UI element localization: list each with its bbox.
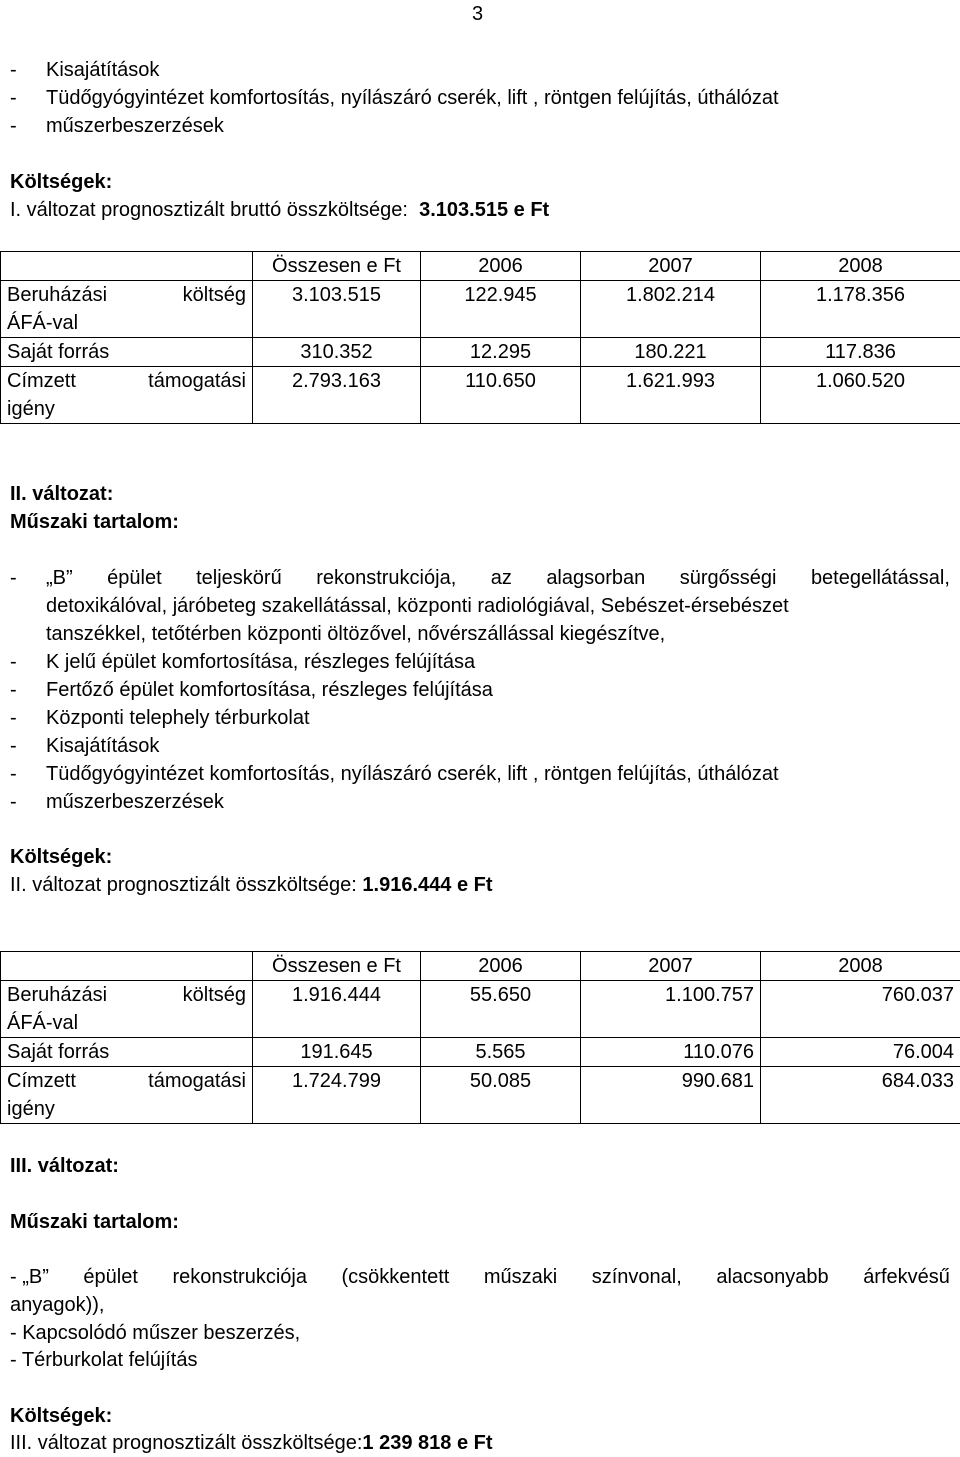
table-row	[1, 1067, 960, 1124]
cost-summary-label: II. változat prognosztizált összköltsége:	[10, 874, 357, 896]
cost-summary-value: 1 239 818 e Ft	[362, 1432, 492, 1454]
table-header-cell: 2007	[581, 252, 761, 281]
cost-summary	[10, 196, 549, 224]
table-row	[1, 281, 960, 338]
cost-summary	[10, 1429, 493, 1457]
table-cell: 2.793.163	[253, 367, 421, 424]
cost-summary-label: III. változat prognosztizált összköltsége:	[10, 1432, 362, 1454]
table-cell: 310.352	[253, 338, 421, 367]
section-heading: III. változat:	[10, 1152, 119, 1180]
table-cell: 760.037	[761, 981, 960, 1038]
cost-summary	[10, 871, 493, 899]
table-header-cell: 2007	[581, 952, 761, 981]
row-label: Saját forrás	[1, 338, 253, 367]
list-item: - „B” épület teljeskörű rekonstrukciója, az alagsorban sürgősségi betegellátással,	[10, 564, 950, 592]
table-row	[1, 367, 960, 424]
list-item-continuation: anyagok)),	[10, 1291, 105, 1319]
costs-heading: Költségek:	[10, 168, 112, 196]
list-item: - Kisajátítások	[10, 56, 159, 84]
list-item: - Térburkolat felújítás	[10, 1346, 198, 1374]
table-cell: 1.621.993	[581, 367, 761, 424]
table-header-row	[1, 252, 960, 281]
list-item: - Központi telephely térburkolat	[10, 704, 310, 732]
list-item: - „B” épület rekonstrukciója (csökkentett műszaki színvonal, alacsonyabb árfekvésű	[10, 1263, 950, 1291]
list-item: - Kisajátítások	[10, 732, 159, 760]
table-cell: 76.004	[761, 1038, 960, 1067]
table-header-cell: 2008	[761, 252, 960, 281]
table-cell: 1.060.520	[761, 367, 960, 424]
table-cell: 1.802.214	[581, 281, 761, 338]
table-header-cell: 2006	[421, 252, 581, 281]
table-header-cell	[1, 952, 253, 981]
section-heading: II. változat:	[10, 480, 113, 508]
list-item-continuation: detoxikálóval, járóbeteg szakellátással, központi radiológiával, Sebészet-érsebészet	[46, 592, 789, 620]
table-cell: 180.221	[581, 338, 761, 367]
table-cell: 3.103.515	[253, 281, 421, 338]
list-item: - Tüdőgyógyintézet komfortosítás, nyílászáró cserék, lift , röntgen felújítás, úthálózat	[10, 84, 779, 112]
table-cell: 50.085	[421, 1067, 581, 1124]
table-header-cell: 2008	[761, 952, 960, 981]
table-cell: 191.645	[253, 1038, 421, 1067]
row-label: Címzett támogatási igény	[1, 367, 253, 424]
table-row	[1, 981, 960, 1038]
table-cell: 110.650	[421, 367, 581, 424]
table-row	[1, 338, 960, 367]
section-subheading: Műszaki tartalom:	[10, 1208, 179, 1236]
table-cell: 55.650	[421, 981, 581, 1038]
section-subheading: Műszaki tartalom:	[10, 508, 179, 536]
list-item: - műszerbeszerzések	[10, 112, 224, 140]
row-label: Beruházási költség ÁFÁ-val	[1, 281, 253, 338]
table-cell: 1.724.799	[253, 1067, 421, 1124]
table-header-cell: Összesen e Ft	[253, 252, 421, 281]
table-cell: 1.100.757	[581, 981, 761, 1038]
list-item-continuation: tanszékkel, tetőtérben központi öltözővel, nővérszállással kiegészítve,	[46, 620, 665, 648]
cost-summary-label: I. változat prognosztizált bruttó összköltsége:	[10, 199, 408, 221]
table-cell: 684.033	[761, 1067, 960, 1124]
justified-line: „B” épület teljeskörű rekonstrukciója, az alagsorban sürgősségi betegellátással,	[46, 564, 950, 592]
row-label: Saját forrás	[1, 1038, 253, 1067]
table-cell: 110.076	[581, 1038, 761, 1067]
costs-heading: Költségek:	[10, 843, 112, 871]
table-cell: 1.916.444	[253, 981, 421, 1038]
cost-summary-value: 1.916.444 e Ft	[362, 874, 492, 896]
page-number: 3	[472, 0, 483, 28]
table-header-cell: 2006	[421, 952, 581, 981]
costs-heading: Költségek:	[10, 1402, 112, 1430]
table-cell: 5.565	[421, 1038, 581, 1067]
table-cell: 117.836	[761, 338, 960, 367]
table-row	[1, 1038, 960, 1067]
list-item: - K jelű épület komfortosítása, részleges felújítása	[10, 648, 475, 676]
cost-table-2	[0, 951, 960, 1124]
table-header-row	[1, 952, 960, 981]
table-cell: 122.945	[421, 281, 581, 338]
row-label: Beruházási költség ÁFÁ-val	[1, 981, 253, 1038]
list-item: - Fertőző épület komfortosítása, részleges felújítása	[10, 676, 493, 704]
row-label: Címzett támogatási igény	[1, 1067, 253, 1124]
table-header-cell	[1, 252, 253, 281]
list-item: - Tüdőgyógyintézet komfortosítás, nyílászáró cserék, lift , röntgen felújítás, úthálózat	[10, 760, 779, 788]
table-cell: 12.295	[421, 338, 581, 367]
list-item: - műszerbeszerzések	[10, 788, 224, 816]
table-cell: 1.178.356	[761, 281, 960, 338]
list-item: - Kapcsolódó műszer beszerzés,	[10, 1319, 300, 1347]
cost-summary-value: 3.103.515 e Ft	[419, 199, 549, 221]
table-cell: 990.681	[581, 1067, 761, 1124]
cost-table-1	[0, 251, 960, 424]
table-header-cell: Összesen e Ft	[253, 952, 421, 981]
